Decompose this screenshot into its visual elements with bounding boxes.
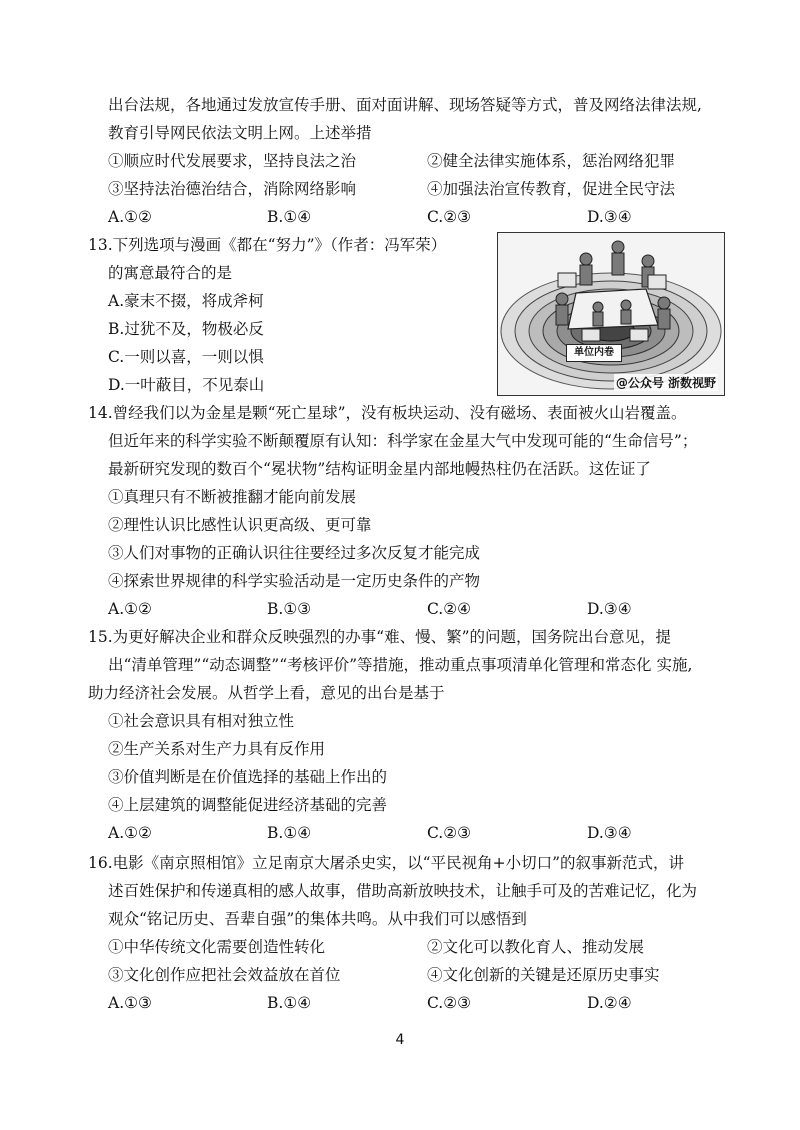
q13-choice-b[interactable]: B.过犹不及，物极必反 (108, 320, 264, 338)
q12-option-d[interactable]: D.③④ (587, 208, 632, 226)
q14-line-3: 最新研究发现的数百个“冕状物”结构证明金星内部地幔热柱仍在活跃。这佐证了 (108, 460, 651, 478)
q12-statement-3: ③坚持法治德治结合，消除网络影响 (108, 180, 357, 198)
q12-statement-4: ④加强法治宣传教育，促进全民守法 (427, 180, 676, 198)
cartoon-image (497, 232, 725, 396)
q15-line-1: 15.为更好解决企业和群众反映强烈的办事“难、慢、繁”的问题，国务院出台意见，提 (88, 628, 672, 646)
q12-option-a[interactable]: A.①② (108, 208, 152, 226)
q15-option-c[interactable]: C.②③ (427, 824, 472, 842)
q12-line-1: 出台法规，各地通过发放宣传手册、面对面讲解、现场答疑等方式，普及网络法律法规, (108, 96, 702, 114)
q14-line-1: 14.曾经我们以为金星是颗“死亡星球”，没有板块运动、没有磁场、表面被火山岩覆盖。 (88, 404, 687, 422)
q15-option-a[interactable]: A.①② (108, 824, 152, 842)
q15-statement-1: ①社会意识具有相对独立性 (108, 712, 295, 730)
q14-option-b[interactable]: B.①③ (267, 600, 312, 618)
q14-statement-2: ②理性认识比感性认识更高级、更可靠 (108, 516, 372, 534)
q16-line-3: 观众“铭记历史、吾辈自强”的集体共鸣。从中我们可以感悟到 (108, 910, 527, 928)
q15-line-2: 出“清单管理”“动态调整”“考核评价”等措施，推动重点事项清单化管理和常态化 实施, (108, 656, 693, 674)
q12-option-b[interactable]: B.①④ (267, 208, 312, 226)
page-number: 4 (395, 1032, 405, 1048)
q16-option-b[interactable]: B.①④ (267, 994, 312, 1012)
q15-statement-4: ④上层建筑的调整能促进经济基础的完善 (108, 796, 388, 814)
q15-option-b[interactable]: B.①④ (267, 824, 312, 842)
q14-statement-3: ③人们对事物的正确认识往往要经过多次反复才能完成 (108, 544, 481, 562)
q15-statement-3: ③价值判断是在价值选择的基础上作出的 (108, 768, 388, 786)
q15-option-d[interactable]: D.③④ (587, 824, 632, 842)
cartoon-label: 单位内卷 (566, 344, 622, 362)
q16-line-2: 述百姓保护和传递真相的感人故事，借助高新放映技术，让触手可及的苦难记忆，化为 (108, 882, 698, 900)
q13-choice-d[interactable]: D.一叶蔽目，不见泰山 (108, 376, 265, 394)
q14-statement-1: ①真理只有不断被推翻才能向前发展 (108, 488, 357, 506)
q12-statement-2: ②健全法律实施体系，惩治网络犯罪 (427, 152, 676, 170)
q15-statement-2: ②生产关系对生产力具有反作用 (108, 740, 326, 758)
q14-option-d[interactable]: D.③④ (587, 600, 632, 618)
q13-line-2: 的寓意最符合的是 (108, 264, 233, 282)
q16-option-c[interactable]: C.②③ (427, 994, 472, 1012)
q16-line-1: 16.电影《南京照相馆》立足南京大屠杀史实，以“平民视角+小切口”的叙事新范式，讲 (88, 854, 684, 872)
q12-line-2: 教育引导网民依法文明上网。上述举措 (108, 124, 372, 142)
q15-line-3: 助力经济社会发展。从哲学上看，意见的出台是基于 (88, 684, 445, 702)
q14-line-2: 但近年来的科学实验不断颠覆原有认知：科学家在金星大气中发现可能的“生命信号”； (108, 432, 698, 450)
q16-statement-3: ③文化创作应把社会效益放在首位 (108, 966, 341, 984)
q16-statement-1: ①中华传统文化需要创造性转化 (108, 938, 326, 956)
cartoon-drawing (498, 233, 724, 395)
q16-statement-4: ④文化创新的关键是还原历史事实 (427, 966, 660, 984)
q12-option-c[interactable]: C.②③ (427, 208, 472, 226)
q16-option-d[interactable]: D.②④ (587, 994, 632, 1012)
q16-statement-2: ②文化可以教化育人、推动发展 (427, 938, 645, 956)
q14-option-c[interactable]: C.②④ (427, 600, 472, 618)
watermark: @公众号 浙数视野 (615, 376, 716, 390)
q13-choice-a[interactable]: A.豪末不掇，将成斧柯 (108, 292, 264, 310)
q14-statement-4: ④探索世界规律的科学实验活动是一定历史条件的产物 (108, 572, 481, 590)
q16-option-a[interactable]: A.①③ (108, 994, 152, 1012)
q14-option-a[interactable]: A.①② (108, 600, 152, 618)
q12-statement-1: ①顺应时代发展要求，坚持良法之治 (108, 152, 357, 170)
q13-choice-c[interactable]: C.一则以喜，一则以惧 (108, 348, 264, 366)
q13-line-1: 13.下列选项与漫画《都在“努力”》（作者：冯军荣） (88, 236, 447, 254)
